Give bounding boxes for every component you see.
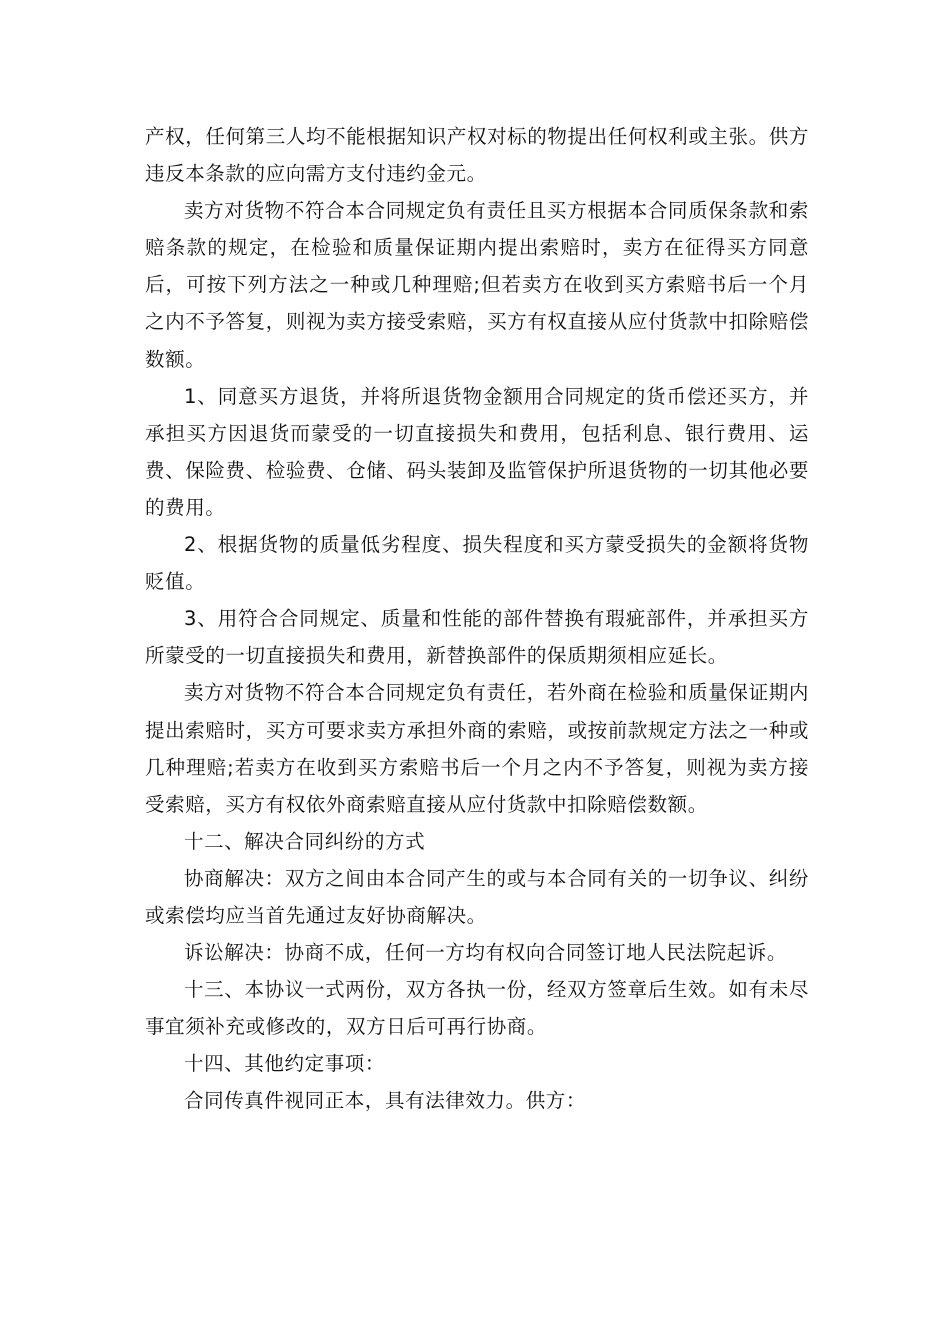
paragraph-8: 协商解决：双方之间由本合同产生的或与本合同有关的一切争议、纠纷或索偿均应当首先通过友好协商解决。 xyxy=(145,866,809,927)
section-heading-12: 十二、解决合同纠纷的方式 xyxy=(184,829,426,853)
paragraph-12: 合同传真件视同正本，具有法律效力。供方： xyxy=(184,1089,587,1113)
paragraph-6: 卖方对货物不符合本合同规定负有责任，若外商在检验和质量保证期内提出索赔时，买方可要求卖方承担外商的索赔，或按前款规定方法之一种或几种理赔;若卖方在收到买方索赔书后一个月之内不予答复，则视为卖方接受索赔，买方有权依外商索赔直接从应付货款中扣除赔偿数额。 xyxy=(145,681,809,816)
paragraph-3: 1、同意买方退货，并将所退货物金额用合同规定的货币偿还买方，并承担买方因退货而蒙受的一切直接损失和费用，包括利息、银行费用、运费、保险费、检验费、仓储、码头装卸及监管保护所退货物的一切其他必要的费用。 xyxy=(145,384,809,519)
paragraph-1: 产权，任何第三人均不能根据知识产权对标的物提出任何权利或主张。供方违反本条款的应向需方支付违约金元。 xyxy=(145,125,809,186)
paragraph-9: 诉讼解决：协商不成，任何一方均有权向合同签订地人民法院起诉。 xyxy=(184,941,788,965)
section-heading-13: 十三、本协议一式两份，双方各执一份，经双方签章后生效。如有未尽事宜须补充或修改的，双方日后可再行协商。 xyxy=(145,978,809,1039)
section-heading-14: 十四、其他约定事项： xyxy=(184,1052,386,1076)
paragraph-2: 卖方对货物不符合本合同规定负有责任且买方根据本合同质保条款和索赔条款的规定，在检验和质量保证期内提出索赔时，卖方在征得买方同意后，可按下列方法之一种或几种理赔;但若卖方在收到买方索赔书后一个月之内不予答复，则视为卖方接受索赔，买方有权直接从应付货款中扣除赔偿数额。 xyxy=(145,199,809,371)
document-body xyxy=(145,118,809,1120)
paragraph-5: 3、用符合合同规定、质量和性能的部件替换有瑕疵部件，并承担买方所蒙受的一切直接损失和费用，新替换部件的保质期须相应延长。 xyxy=(145,607,809,668)
paragraph-4: 2、根据货物的质量低劣程度、损失程度和买方蒙受损失的金额将货物贬值。 xyxy=(145,533,809,594)
